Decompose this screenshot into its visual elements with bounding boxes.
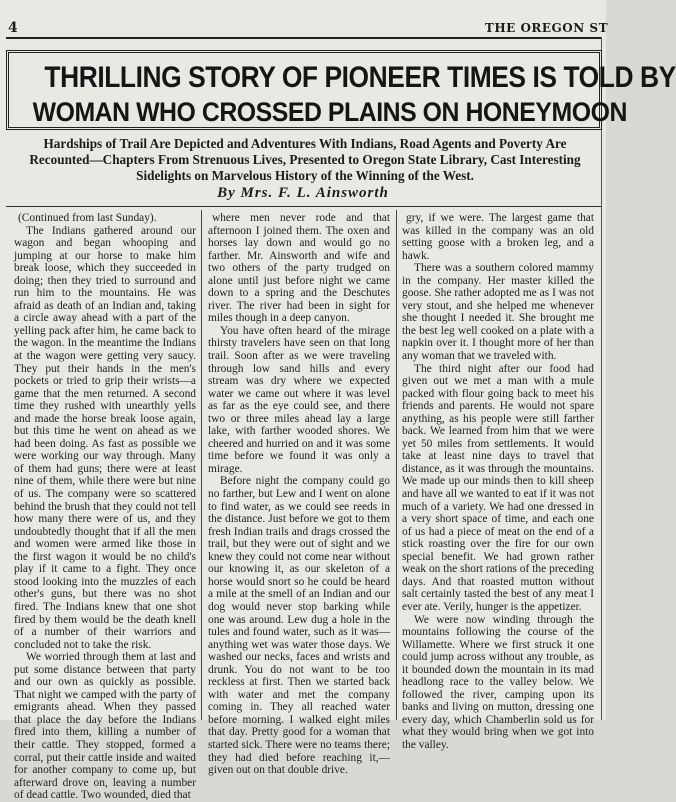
column-rule-2 [396, 210, 397, 720]
article-column-2 [208, 212, 390, 777]
paragraph: You have often heard of the mirage thirsty travelers have seen on that long trail. Soon after as we were traveling through low sand hills and every stream was dry where we expected water we came out where it was level as far as the eye could see, and there two or three miles ahead lay a large lake, with farther wooded shores. We cheered and hurried on and it was some time before we found it was only a mirage. [208, 324, 390, 475]
headline-line-2: WOMAN WHO CROSSED PLAINS ON HONEYMOON [32, 97, 627, 127]
paragraph: The third night after our food had given out we met a man with a mule packed with flour going back to meet his friends and parents. He would not spare anything, as his people were still farther back. We learned from him that we were yet 50 miles from settlements. It would take at least nine days to travel that distance, as it was through the mountains. We made up our minds then to kill sheep and have all we wanted to eat if it was not much of a variety. We had one dressed in a very short space of time, and each one of us had a piece of meat on the end of a stick roasting over the fire for our own special benefit. We had grown rather weak on the short rations of the preceding days. And that roasted mutton without salt certainly tasted the best of any meat I ever ate. Verily, hunger is the appetizer. [402, 362, 594, 613]
byline-rule [6, 206, 602, 207]
header-rule [6, 37, 602, 39]
paragraph: We were now winding through the mountains following the course of the Willamette. Where we first struck it one could jump across without any trouble, as it bounded down the mountain in its mad headlong race to the valley below. We followed the river, camping upon its banks and living on mutton, dressing one every day, which Chamberlin sold us for what they would bring when we got into the valley. [402, 613, 594, 751]
deck-subheadline: Hardships of Trail Are Depicted and Adventures With Indians, Road Agents and Poverty Are Recounted—Chapters From Strenuous Lives, Presented to Oregon State Library, Cast Interesting Sidelights on Marvelous History of the Winning of the West. [29, 136, 581, 183]
article-column-3 [402, 212, 594, 751]
paragraph: There was a southern colored mammy in the company. Her master killed the goose. She rather adopted me as I was not very stout, and she helped me whenever she thought I needed it. She brought me the best leg well cooked on a plate with a napkin over it. I thought more of her than any woman that we traveled with. [402, 262, 594, 363]
paragraph: The Indians gathered around our wagon and began whooping and jumping at our horse to make him break loose, which they succeeded in doing; then they tried to surround and run him to the mountains. He was afraid as death of an Indian and, taking a circle away ahead with a part of the yelling pack after him, he came back to the wagon. In the meantime the Indians at the wagon were getting very saucy. They put their hands in the men's pockets or tried to grip their wrists—a game that the men returned. A second time they rushed with unearthly yells and made the horse break loose again, but this time he went on ahead as we had been doing. As fast as possible we were working our way through. Many of them had guns; there were at least nine of them, while there were but nine of us. The company were so scattered behind the brush that they could not tell how many there were of us, and they undoubtedly thought that if all the men and women were armed like those in the first wagon it would be no child's play if it came to a fight. They once stood looking into the muzzles of each other's guns, but there was no shot fired. The Indians knew that one shot fired by them would be the death knell of a number of their warriors and concluded not to take the risk. [14, 224, 196, 651]
byline: By Mrs. F. L. Ainsworth [217, 185, 389, 201]
masthead: THE OREGON ST [484, 21, 608, 35]
page-edge-rule [601, 37, 602, 720]
paragraph: (Continued from last Sunday). [18, 212, 157, 224]
headline-box [6, 50, 676, 130]
article-column-1 [14, 212, 196, 802]
column-rule-1 [201, 210, 202, 720]
paragraph: gry, if we were. The largest game that was killed in the company was an old setting goose with a broken leg, and a hawk. [402, 212, 594, 262]
paragraph: Before night the company could go no farther, but Lew and I went on alone to find water, as we could see reeds in the distance. Just before we got to them fresh Indian trails and drags crossed the trail, but they were out of sight and we knew they could not come near without our knowing it, as our skeleton of a horse would snort so he could be heard a mile at the smell of an Indian and our dog would never stop barking while one was around. Lew dug a hole in the tules and found water, such as it was—anything wet was water those days. We washed our necks, faces and wrists and drunk. You do not want to be too reckless at first. Then we started back with water and met the company coming in. They all reached water before morning. I walked eight miles that day. Pretty good for a woman that started sick. There were no teams there; they had died before reaching it,—given out on that double drive. [208, 475, 390, 777]
paragraph: We worried through them at last and put some distance between that party and our own as quickly as possible. That night we camped with the party of emigrants ahead. When they passed that place the day before the Indians fired into them, killing a number of their cattle. They stopped, formed a corral, put their cattle inside and waited for another company to come up, but afterward drove on, leaving a number of dead cattle. Two wounded, died that [14, 651, 196, 802]
paragraph: where men never rode and that afternoon I joined them. The oxen and horses lay down and would go no farther. Mr. Ainsworth and wife and two others of the party trudged on alone until just before night we came down to a spring and the Deschutes river. The river had been in sight for miles though in a deep canyon. [208, 212, 390, 325]
page-number: 4 [8, 20, 18, 36]
headline-line-1: THRILLING STORY OF PIONEER TIMES IS TOLD BY [44, 61, 676, 94]
page-header [0, 0, 606, 38]
